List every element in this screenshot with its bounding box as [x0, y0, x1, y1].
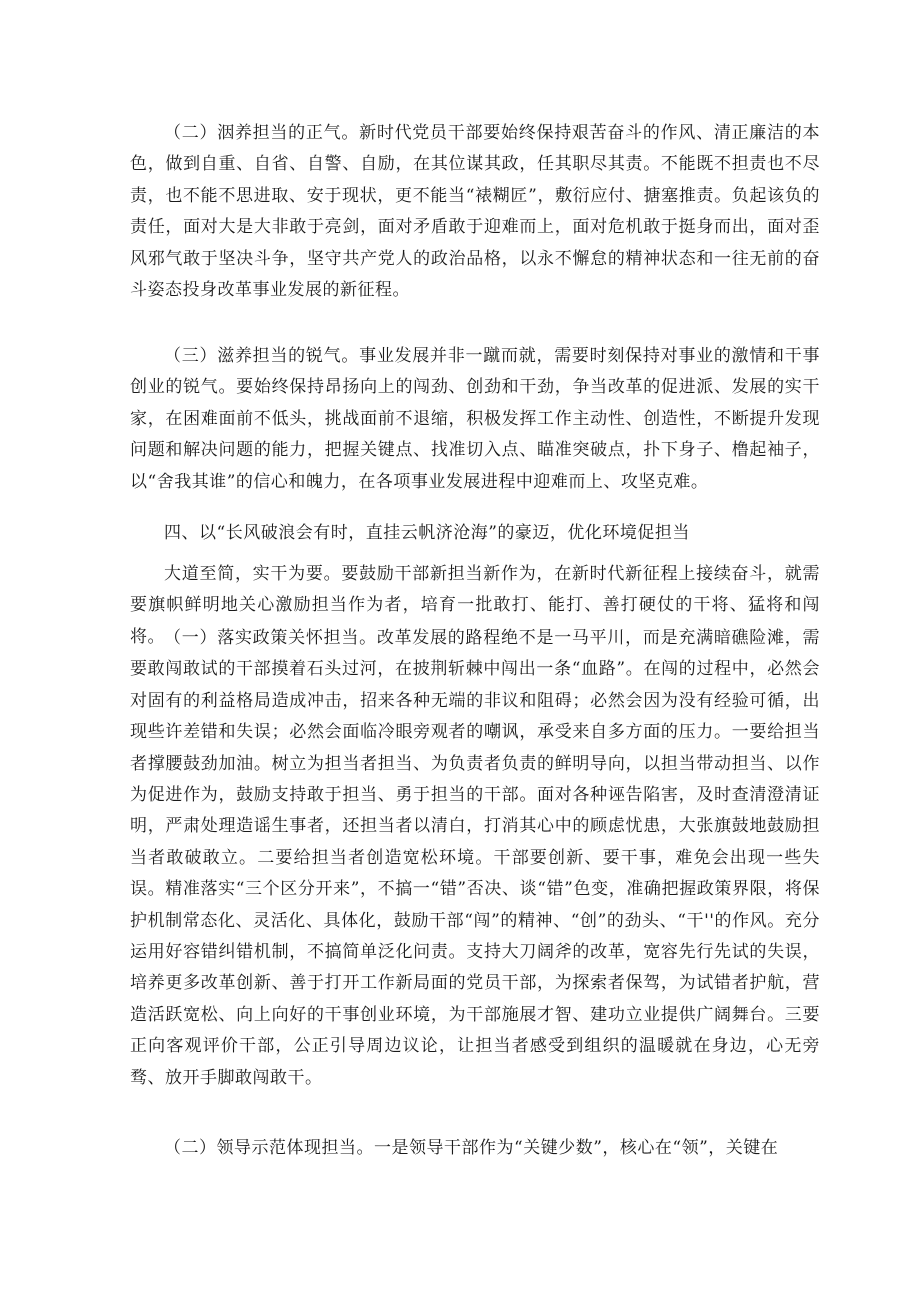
paragraph-nurture-sharpness: （三）滋养担当的锐气。事业发展并非一蹴而就，需要时刻保持对事业的激情和干事创业的锐气。要始终保持昂扬向上的闯劲、创劲和干劲，争当改革的促进派、发展的实干家，在困难面前不低头，挑战面前不退缩，积极发挥工作主动性、创造性，不断提升发现问题和解决问题的能力，把握关键点、找准切入点、瞄准突破点，扑下身子、橹起袖子，以“舍我其谁”的信心和魄力，在各项事业发展进程中迎难而上、攻坚克难。 [130, 346, 820, 492]
paragraph-section-intro: 大道至简，实干为要。要鼓励干部新担当新作为，在新时代新征程上接续奋斗，就需要旗帜鲜明地关心激励担当作为者，培育一批敢打、能打、善打硬仗的干将、猛将和闯将。 [130, 564, 820, 647]
paragraph-leadership-example: （二）领导示范体现担当。一是领导干部作为“关键少数”，核心在“领”，关键在 [164, 1138, 779, 1158]
section-heading-four: 四、以“长风破浪会有时，直挂云帆济沧海”的豪迈，优化环境促担当 [164, 523, 690, 543]
paragraph-cultivate-righteousness: （二）洇养担当的正气。新时代党员干部要始终保持艰苦奋斗的作风、清正廉洁的本色，做到自重、自省、自警、自励，在其位谋其政，任其职尽其责。不能既不担责也不尽责，也不能不思进取、安于现状，更不能当“裱糊匠”，敷衍应付、搪塞推责。负起该负的责任，面对大是大非敢于亮剑，面对矛盾敢于迎难而上，面对危机敢于挺身而出，面对歪风邪气敢于坚决斗争，坚守共产党人的政治品格，以永不懈怠的精神状态和一往无前的奋斗姿态投身改革事业发展的新征程。 [130, 123, 820, 301]
paragraph-policy-care: （一）落实政策关怀担当。改革发展的路程绝不是一马平川，而是充满暗礁险滩，需要敢闯敢试的干部摸着石头过河，在披荆斩棘中闯出一条“血路”。在闯的过程中，必然会对固有的利益格局造成冲击，招来各种无端的非议和阻碍；必然会因为没有经验可循，出现些许差错和失误；必然会面临冷眼旁观者的嘲讽，承受来自多方面的压力。一要给担当者撑腰鼓劲加油。树立为担当者担当、为负责者负责的鲜明导向，以担当带动担当、以作为促进作为，鼓励支持敢于担当、勇于担当的干部。面对各种诬告陷害，及时查清澄清证明，严肃处理造谣生事者，还担当者以清白，打消其心中的顾虑忧患，大张旗鼓地鼓励担当者敢破敢立。二要给担当者创造宽松环境。干部要创新、要干事，难免会出现一些失误。精准落实“三个区分开来”，不搞一“错”否决、谈“错”色变，准确把握政策界限，将保护机制常态化、灵活化、具体化，鼓励干部“闯”的精神、“创”的劲头、“干''的作风。充分运用好容错纠错机制，不搞简单泛化问责。支持大刀阔斧的改革，宽容先行先试的失误，培养更多改革创新、善于打开工作新局面的党员干部，为探索者保驾，为试错者护航，营造活跃宽松、向上向好的干事创业环境，为干部施展才智、建功立业提供广阔舞台。三要正向客观评价干部，公正引导周边议论，让担当者感受到组织的温暖就在身边，心无旁骛、放开手脚敢闯敢干。 [130, 628, 820, 1088]
